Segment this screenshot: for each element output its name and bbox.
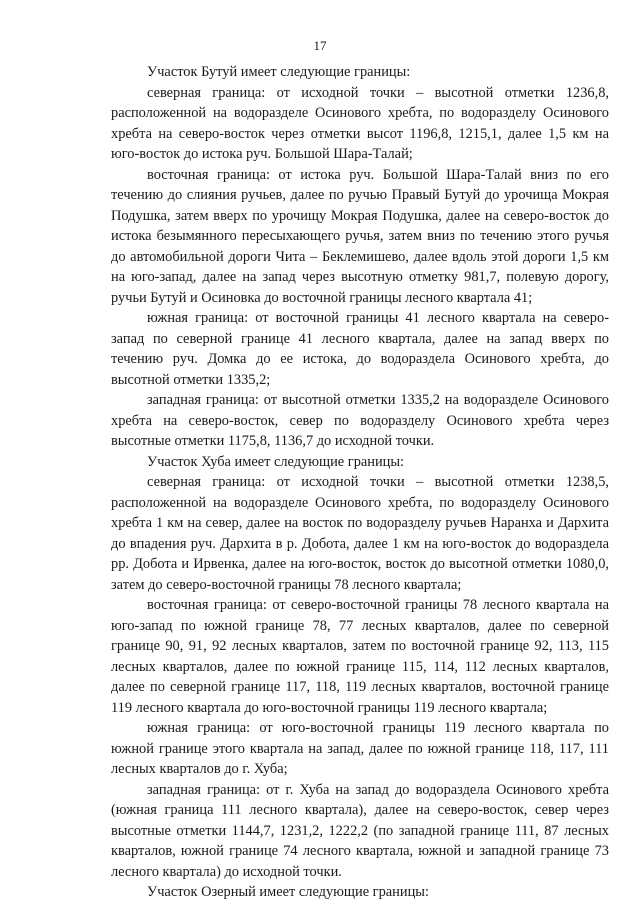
document-body: [111, 62, 609, 903]
paragraph-khuba-north: северная граница: от исходной точки – высотной отметки 1238,5, расположенной на водоразделе Осинового хребта, по водоразделу Осинового хребта 1 км на север, далее на восток по водоразделу ручьев Наранха и Дархита до впадения руч. Дархита в р. Добота, далее 1 км на юго-восток до водораздела рр. Добота и Ирвенка, далее на юго-восток, восток до высотной отметки 1080,0, затем до северо-восточной границы 78 лесного квартала;: [111, 474, 609, 593]
paragraph-butuy-north: северная граница: от исходной точки – высотной отметки 1236,8, расположенной на водоразделе Осинового хребта, по водоразделу Осинового хребта на северо-восток через отметки высот 1196,8, 1215,1, далее 1,5 км на юго-восток до истока руч. Большой Шара-Талай;: [111, 84, 609, 162]
paragraph-khuba-south: южная граница: от юго-восточной границы 119 лесного квартала по южной границе этого квартала на запад, далее по южной границе 118, 117, 111 лесных кварталов до г. Хуба;: [111, 720, 609, 777]
paragraph-ozerny-heading: Участок Озерный имеет следующие границы:: [147, 884, 429, 900]
paragraph-khuba-heading: Участок Хуба имеет следующие границы:: [147, 453, 405, 470]
paragraph-butuy-heading: Участок Бутуй имеет следующие границы:: [147, 64, 411, 80]
paragraph-butuy-south: южная граница: от восточной границы 41 лесного квартала на северо-запад по северной границе 41 лесного квартала, далее на запад вверх по течению руч. Домка до ее истока, до водораздела Осинового хребта, до высотной отметки 1335,2;: [111, 310, 609, 388]
paragraph-khuba-east: восточная граница: от северо-восточной границы 78 лесного квартала на юго-запад по южной границе 78, 77 лесных кварталов, далее по северной границе 90, 91, 92 лесных кварталов, затем по восточной границе 92, 113, 115 лесных кварталов, далее по южной границе 115, 114, 112 лесных кварталов, далее по северной границе 117, 118, 119 лесных кварталов, восточной границе 119 лесного квартала до юго-восточной границы 119 лесного квартала;: [111, 597, 609, 716]
page-number: 17: [313, 38, 327, 53]
paragraph-butuy-west: западная граница: от высотной отметки 1335,2 на водоразделе Осинового хребта на северо-восток, север по водоразделу Осинового хребта через высотные отметки 1175,8, 1136,7 до исходной точки.: [111, 392, 609, 449]
paragraph-butuy-east: восточная граница: от истока руч. Большой Шара-Талай вниз по его течению до слияния ручьев, далее по ручью Правый Бутуй до урочища Мокрая Подушка, затем вверх по урочищу Мокрая Подушка, далее на северо-восток до истока безымянного пересыхающего ручья, затем вниз по течению этого ручья до автомобильной дороги Чита – Беклемишево, далее вдоль этой дороги 1,5 км на юго-запад, далее на запад через высотную отметку 981,7, полевую дорогу, ручьи Бутуй и Осиновка до восточной границы лесного квартала 41;: [111, 166, 609, 306]
paragraph-khuba-west: западная граница: от г. Хуба на запад до водораздела Осинового хребта (южная граница 111 лесного квартала), далее на северо-восток, север через высотные отметки 1144,7, 1231,2, 1222,2 (по западной границе 111, 87 лесных кварталов, южной границе 74 лесного квартала, южной и западной границе 73 лесного квартала) до исходной точки.: [111, 781, 609, 880]
